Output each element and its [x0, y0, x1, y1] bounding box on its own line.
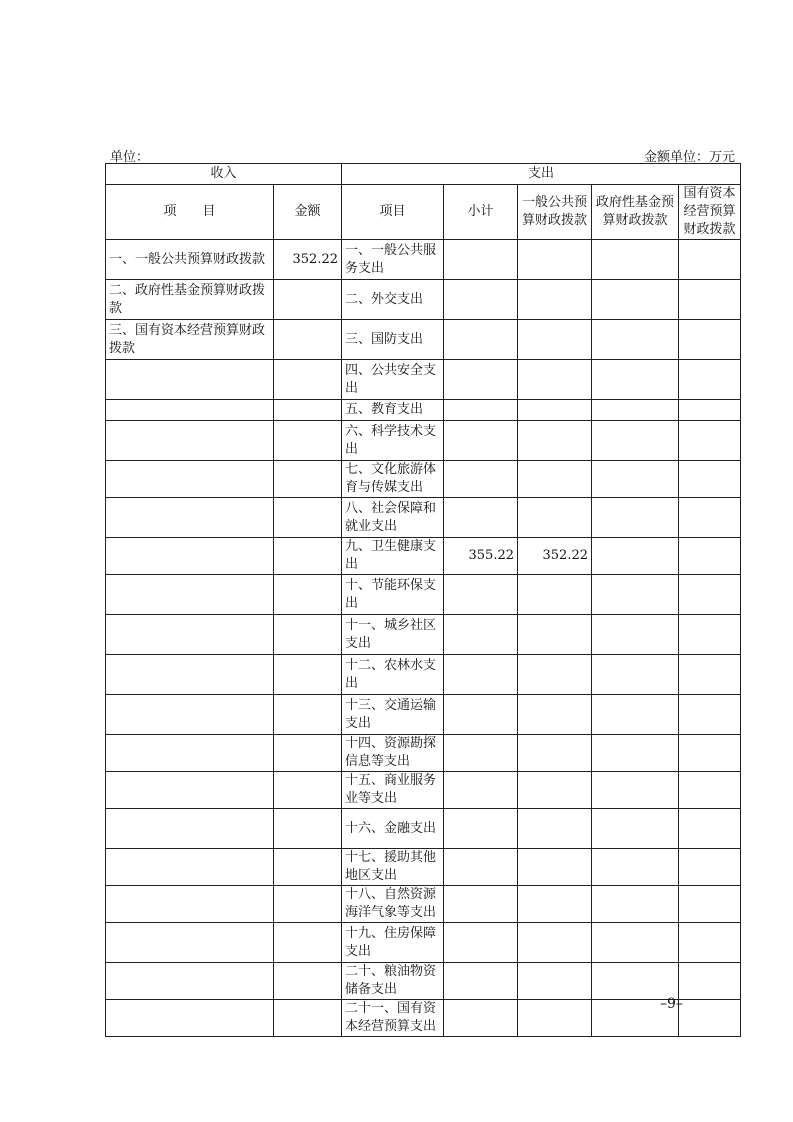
state-capital-cell	[679, 538, 741, 575]
amount-unit-label: 金额单位：万元	[643, 150, 735, 165]
gov-fund-cell	[592, 809, 679, 849]
income-item-cell	[106, 615, 274, 655]
state-capital-cell	[679, 615, 741, 655]
gov-fund-cell	[592, 240, 679, 280]
subtotal-cell	[444, 695, 518, 735]
expense-item-cell: 三、国防支出	[342, 320, 444, 360]
income-amount-cell	[274, 400, 342, 421]
subtotal-header: 小计	[444, 185, 518, 240]
income-amount-cell	[274, 538, 342, 575]
table-row	[106, 735, 741, 772]
general-budget-cell	[518, 886, 592, 923]
expense-item-cell: 十三、交通运输支出	[342, 695, 444, 735]
subtotal-cell	[444, 772, 518, 809]
gov-fund-cell	[592, 575, 679, 615]
income-amount-cell	[274, 421, 342, 461]
subtotal-cell	[444, 240, 518, 280]
expense-item-cell: 十二、农林水支出	[342, 655, 444, 695]
table-row	[106, 240, 741, 280]
state-capital-cell	[679, 461, 741, 498]
income-item-cell: 二、政府性基金预算财政拨款	[106, 280, 274, 320]
table-row	[106, 360, 741, 400]
income-item-cell: 三、国有资本经营预算财政拨款	[106, 320, 274, 360]
gov-fund-cell	[592, 772, 679, 809]
general-budget-cell	[518, 772, 592, 809]
income-item-cell	[106, 360, 274, 400]
gov-fund-cell	[592, 461, 679, 498]
state-capital-cell	[679, 849, 741, 886]
table-row	[106, 421, 741, 461]
income-amount-cell	[274, 923, 342, 963]
gov-fund-cell	[592, 280, 679, 320]
income-amount-header: 金额	[274, 185, 342, 240]
state-capital-cell	[679, 963, 741, 1000]
table-row	[106, 809, 741, 849]
income-header: 收入	[106, 164, 342, 185]
income-amount-cell	[274, 886, 342, 923]
income-amount-cell	[274, 963, 342, 1000]
income-amount-cell	[274, 498, 342, 538]
state-capital-cell	[679, 655, 741, 695]
subtotal-cell	[444, 923, 518, 963]
expense-item-cell: 十五、商业服务业等支出	[342, 772, 444, 809]
gov-fund-cell	[592, 498, 679, 538]
gov-fund-cell	[592, 421, 679, 461]
income-item-cell	[106, 849, 274, 886]
income-amount-cell: 352.22	[274, 240, 342, 280]
gov-fund-cell	[592, 735, 679, 772]
gov-fund-cell	[592, 360, 679, 400]
gov-fund-cell	[592, 849, 679, 886]
state-capital-cell	[679, 735, 741, 772]
table-row	[106, 615, 741, 655]
subtotal-cell	[444, 735, 518, 772]
expense-item-cell: 二十一、国有资本经营预算支出	[342, 1000, 444, 1037]
state-capital-header: 国有资本经营预算财政拨款	[679, 185, 741, 240]
income-item-cell	[106, 400, 274, 421]
general-budget-cell	[518, 735, 592, 772]
gov-fund-cell	[592, 923, 679, 963]
general-budget-cell	[518, 963, 592, 1000]
subtotal-cell	[444, 575, 518, 615]
general-budget-cell	[518, 400, 592, 421]
income-amount-cell	[274, 849, 342, 886]
state-capital-cell	[679, 1000, 741, 1037]
general-budget-cell	[518, 615, 592, 655]
income-item-header: 项 目	[106, 185, 274, 240]
expense-item-cell: 十、节能环保支出	[342, 575, 444, 615]
table-row	[106, 320, 741, 360]
general-budget-cell	[518, 320, 592, 360]
gov-fund-cell	[592, 320, 679, 360]
expense-item-cell: 六、科学技术支出	[342, 421, 444, 461]
unit-label: 单位：	[110, 150, 150, 165]
subtotal-cell: 355.22	[444, 538, 518, 575]
expense-item-cell: 十七、援助其他地区支出	[342, 849, 444, 886]
table-row	[106, 695, 741, 735]
income-amount-cell	[274, 1000, 342, 1037]
general-budget-cell	[518, 809, 592, 849]
income-amount-cell	[274, 360, 342, 400]
table-row	[106, 498, 741, 538]
expense-item-cell: 二、外交支出	[342, 280, 444, 320]
income-item-cell	[106, 695, 274, 735]
income-item-cell	[106, 772, 274, 809]
expense-item-cell: 十四、资源勘探信息等支出	[342, 735, 444, 772]
income-amount-cell	[274, 655, 342, 695]
income-item-cell	[106, 498, 274, 538]
table-row	[106, 963, 741, 1000]
page-number: –9–	[660, 996, 683, 1012]
expense-item-cell: 十八、自然资源海洋气象等支出	[342, 886, 444, 923]
table-row	[106, 886, 741, 923]
expense-item-cell: 二十、粮油物资储备支出	[342, 963, 444, 1000]
general-budget-cell	[518, 421, 592, 461]
state-capital-cell	[679, 772, 741, 809]
budget-table	[105, 163, 741, 1037]
state-capital-cell	[679, 320, 741, 360]
general-budget-cell	[518, 498, 592, 538]
subtotal-cell	[444, 615, 518, 655]
state-capital-cell	[679, 360, 741, 400]
general-budget-cell	[518, 923, 592, 963]
state-capital-cell	[679, 923, 741, 963]
table-row	[106, 575, 741, 615]
expense-item-cell: 十九、住房保障支出	[342, 923, 444, 963]
income-item-cell	[106, 538, 274, 575]
subtotal-cell	[444, 886, 518, 923]
general-budget-cell	[518, 695, 592, 735]
income-amount-cell	[274, 461, 342, 498]
general-budget-cell	[518, 575, 592, 615]
expense-item-cell: 四、公共安全支出	[342, 360, 444, 400]
subtotal-cell	[444, 421, 518, 461]
gov-fund-cell	[592, 400, 679, 421]
state-capital-cell	[679, 400, 741, 421]
expense-item-header: 项目	[342, 185, 444, 240]
expense-item-cell: 十一、城乡社区支出	[342, 615, 444, 655]
income-item-cell	[106, 655, 274, 695]
state-capital-cell	[679, 695, 741, 735]
subtotal-cell	[444, 809, 518, 849]
gov-fund-cell	[592, 615, 679, 655]
income-amount-cell	[274, 320, 342, 360]
general-budget-cell	[518, 1000, 592, 1037]
subtotal-cell	[444, 655, 518, 695]
gov-fund-cell	[592, 538, 679, 575]
state-capital-cell	[679, 575, 741, 615]
income-amount-cell	[274, 615, 342, 655]
general-budget-cell	[518, 655, 592, 695]
expense-header: 支出	[342, 164, 741, 185]
subtotal-cell	[444, 963, 518, 1000]
state-capital-cell	[679, 886, 741, 923]
income-item-cell	[106, 809, 274, 849]
income-item-cell	[106, 735, 274, 772]
expense-item-cell: 八、社会保障和就业支出	[342, 498, 444, 538]
income-item-cell	[106, 963, 274, 1000]
income-item-cell	[106, 461, 274, 498]
table-row	[106, 849, 741, 886]
state-capital-cell	[679, 809, 741, 849]
table-row	[106, 655, 741, 695]
general-budget-cell	[518, 849, 592, 886]
income-item-cell	[106, 923, 274, 963]
subtotal-cell	[444, 498, 518, 538]
income-amount-cell	[274, 280, 342, 320]
subtotal-cell	[444, 1000, 518, 1037]
subtotal-cell	[444, 280, 518, 320]
income-item-cell	[106, 575, 274, 615]
expense-item-cell: 五、教育支出	[342, 400, 444, 421]
income-item-cell	[106, 1000, 274, 1037]
expense-item-cell: 九、卫生健康支出	[342, 538, 444, 575]
income-amount-cell	[274, 772, 342, 809]
table-row	[106, 400, 741, 421]
header-row-2	[106, 185, 741, 240]
income-amount-cell	[274, 695, 342, 735]
gov-fund-header: 政府性基金预算财政拨款	[592, 185, 679, 240]
expense-item-cell: 十六、金融支出	[342, 809, 444, 849]
state-capital-cell	[679, 280, 741, 320]
general-budget-cell: 352.22	[518, 538, 592, 575]
general-budget-cell	[518, 461, 592, 498]
subtotal-cell	[444, 400, 518, 421]
income-amount-cell	[274, 735, 342, 772]
table-row	[106, 461, 741, 498]
income-item-cell: 一、一般公共预算财政拨款	[106, 240, 274, 280]
subtotal-cell	[444, 849, 518, 886]
general-budget-cell	[518, 280, 592, 320]
state-capital-cell	[679, 498, 741, 538]
table-row	[106, 538, 741, 575]
general-budget-cell	[518, 240, 592, 280]
gov-fund-cell	[592, 655, 679, 695]
state-capital-cell	[679, 240, 741, 280]
table-row	[106, 280, 741, 320]
gov-fund-cell	[592, 963, 679, 1000]
income-item-cell	[106, 421, 274, 461]
income-amount-cell	[274, 575, 342, 615]
table-row	[106, 1000, 741, 1037]
gov-fund-cell	[592, 886, 679, 923]
subtotal-cell	[444, 461, 518, 498]
table-row	[106, 923, 741, 963]
expense-item-cell: 一、一般公共服务支出	[342, 240, 444, 280]
table-row	[106, 772, 741, 809]
subtotal-cell	[444, 360, 518, 400]
general-budget-cell	[518, 360, 592, 400]
gov-fund-cell	[592, 695, 679, 735]
subtotal-cell	[444, 320, 518, 360]
income-amount-cell	[274, 809, 342, 849]
general-budget-header: 一般公共预算财政拨款	[518, 185, 592, 240]
income-item-cell	[106, 886, 274, 923]
header-row-1	[106, 164, 741, 185]
expense-item-cell: 七、文化旅游体育与传媒支出	[342, 461, 444, 498]
state-capital-cell	[679, 421, 741, 461]
